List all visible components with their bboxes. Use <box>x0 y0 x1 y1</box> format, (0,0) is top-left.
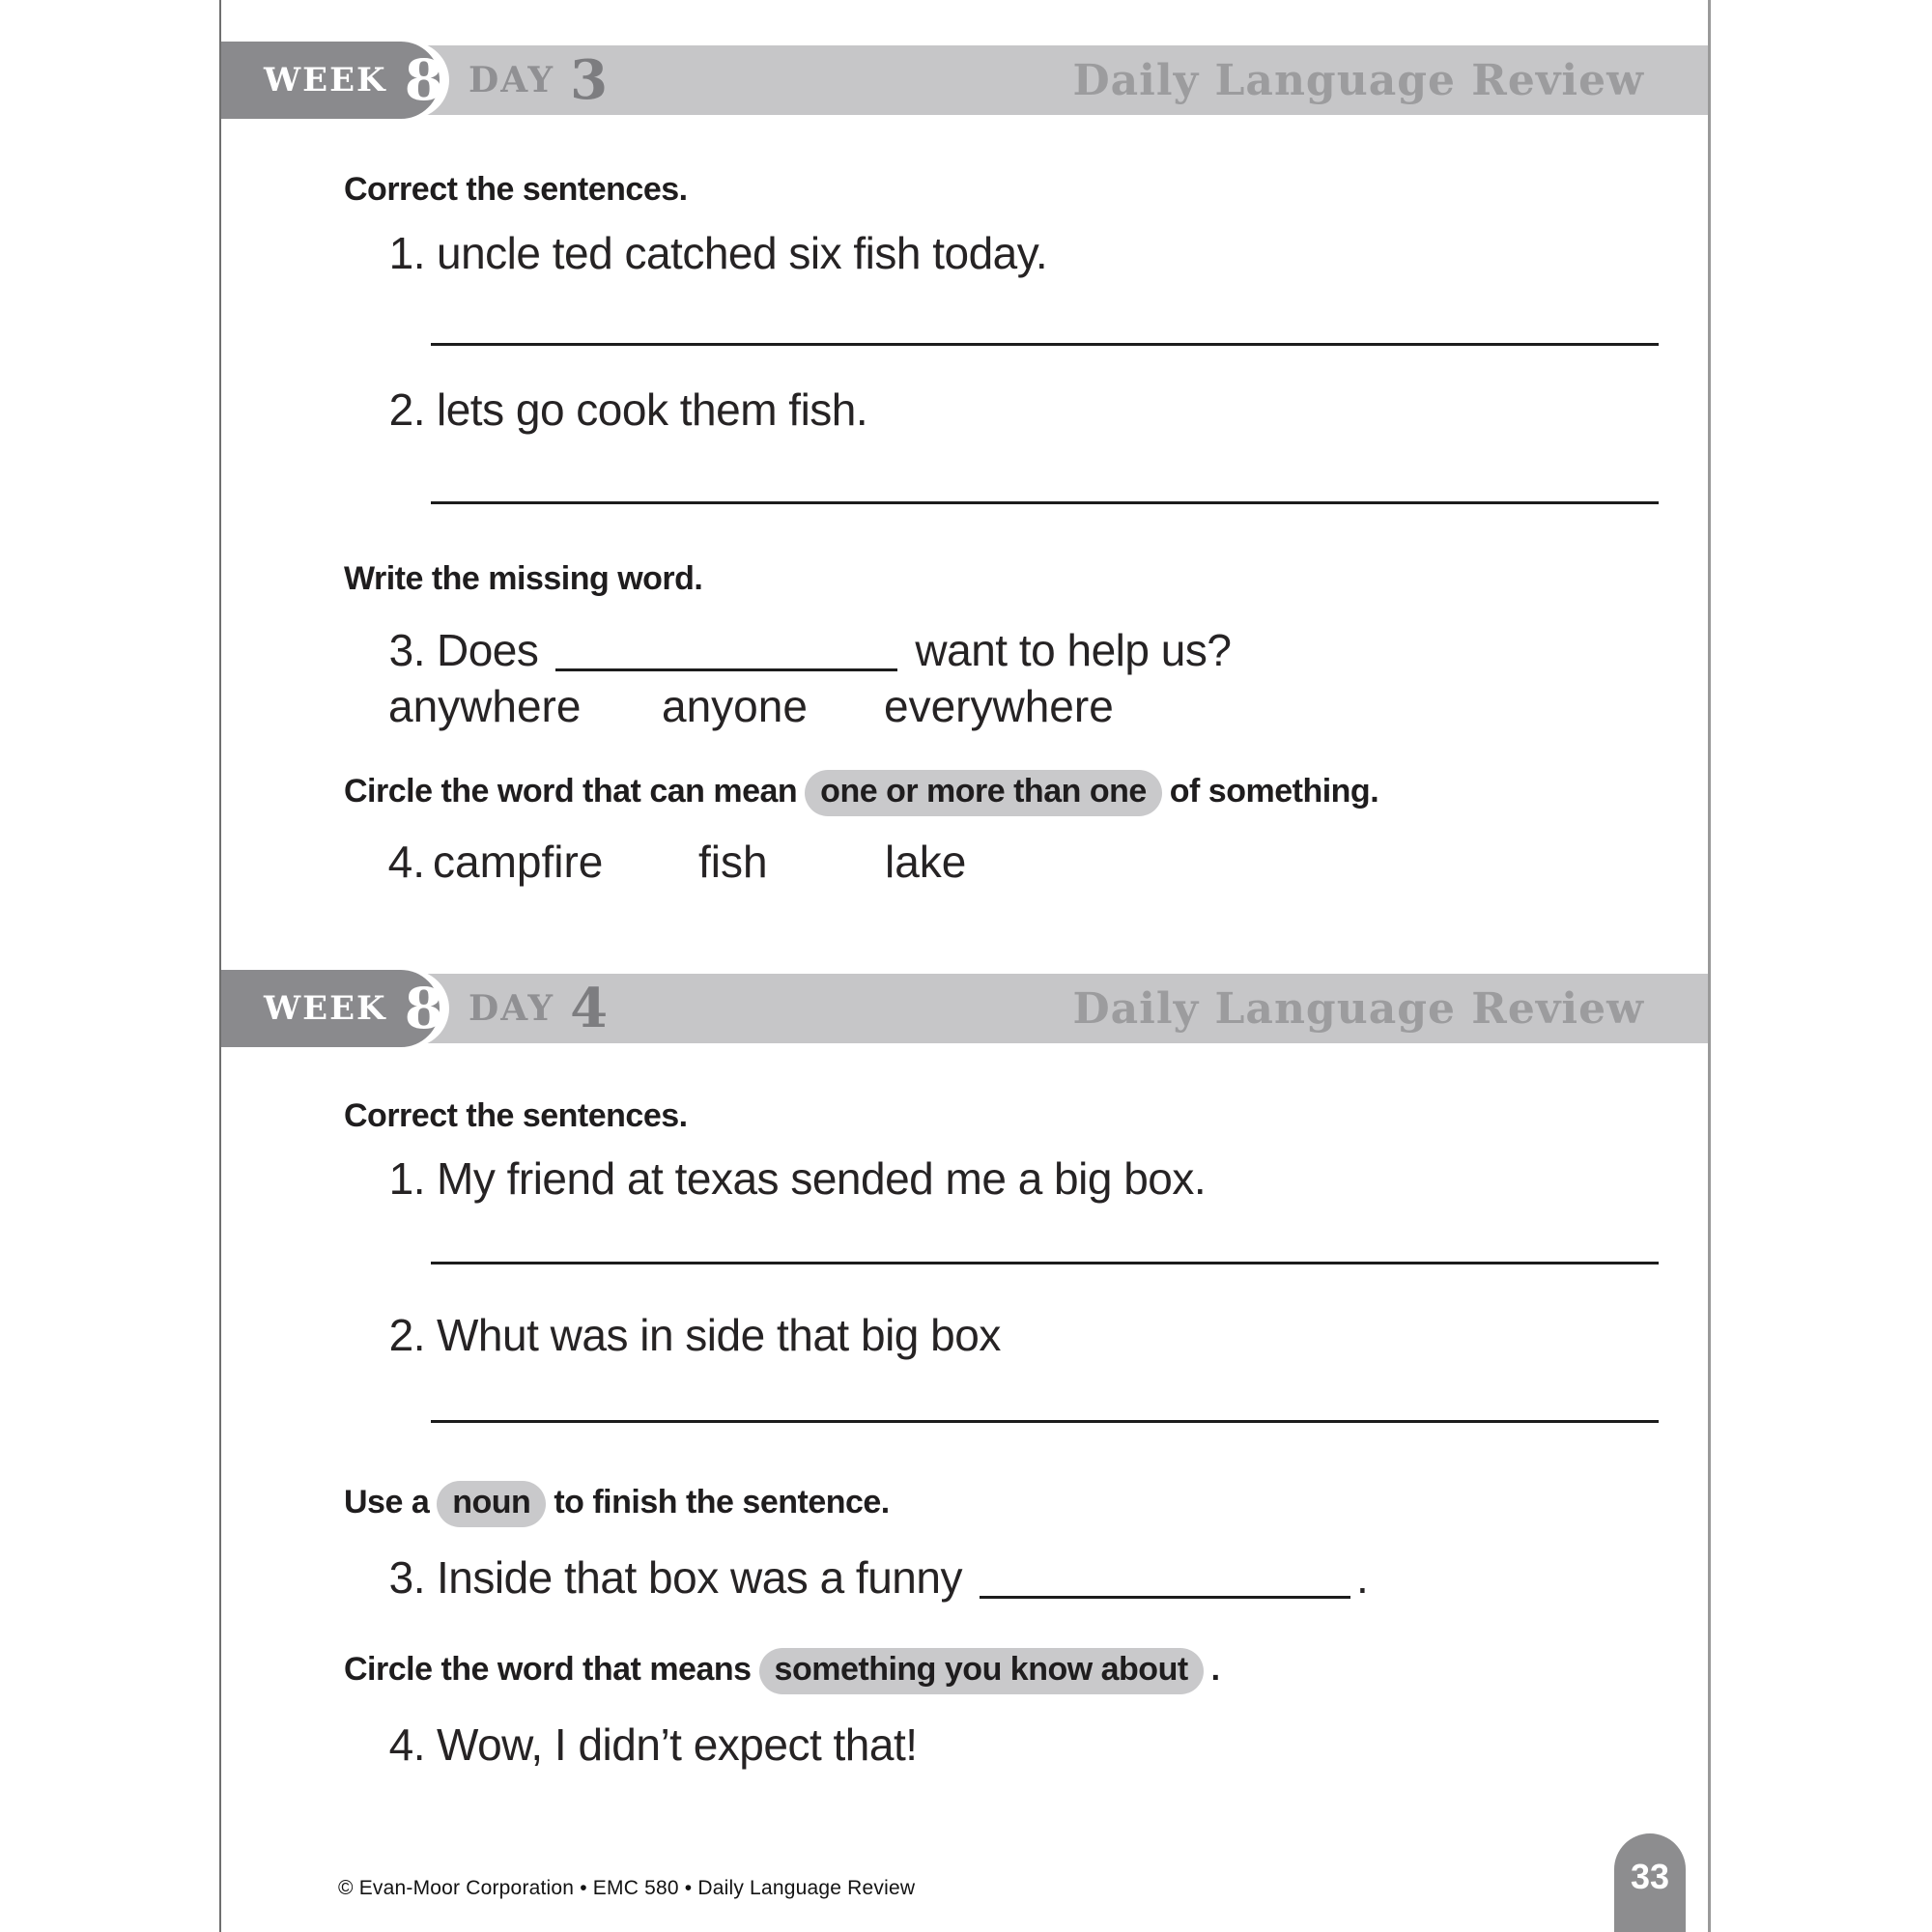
exercise-item <box>377 1718 918 1772</box>
item-text: Wow, I didn’t expect that! <box>437 1719 918 1770</box>
word-choice[interactable]: anyone <box>662 681 808 731</box>
instruction-circle-word <box>344 770 1378 812</box>
item-text-post: . <box>1355 1552 1369 1603</box>
day-label: DAY <box>469 988 555 1029</box>
answer-line[interactable] <box>431 1262 1659 1264</box>
header-bar-day3 <box>221 45 1708 115</box>
instruction-pre: Circle the word that can mean <box>344 773 798 810</box>
item-text-pre: Inside that box was a funny <box>437 1552 962 1603</box>
day-group <box>469 974 608 1043</box>
header-bar-day4 <box>221 974 1708 1043</box>
instruction-post: . <box>1210 1651 1220 1688</box>
highlight-pill: noun <box>437 1481 546 1527</box>
item-text-pre: Does <box>437 625 539 675</box>
week-tab <box>221 970 443 1047</box>
item-number: 2. <box>388 1310 425 1360</box>
week-number: 8 <box>404 976 443 1041</box>
page-border-right <box>1708 0 1711 1932</box>
instruction-missing-word: Write the missing word. <box>344 560 703 597</box>
fill-in-blank[interactable] <box>980 1596 1350 1599</box>
exercise-item <box>377 1550 1368 1605</box>
answer-line[interactable] <box>431 501 1659 504</box>
day-number: 4 <box>570 977 609 1040</box>
highlight-pill: something you know about <box>759 1648 1204 1694</box>
item-number: 1. <box>388 1153 425 1204</box>
item-text: Whut was in side that big box <box>437 1310 1001 1360</box>
day-number: 3 <box>570 48 609 112</box>
page-border-left <box>219 0 221 1932</box>
item-text: lets go cook them fish. <box>437 384 868 435</box>
page-number-tab <box>1614 1833 1686 1932</box>
item-number: 3. <box>388 625 425 675</box>
item-number: 3. <box>388 1552 425 1603</box>
item-text: uncle ted catched six fish today. <box>437 228 1048 278</box>
brand-title: Daily Language Review <box>1072 55 1644 105</box>
item-number: 2. <box>388 384 425 435</box>
day-group <box>469 45 608 115</box>
highlight-pill: one or more than one <box>805 770 1162 816</box>
item-text-post: want to help us? <box>915 625 1232 675</box>
exercise-item <box>377 623 1231 677</box>
instruction-correct-sentences: Correct the sentences. <box>344 171 688 208</box>
instruction-post: to finish the sentence. <box>554 1484 890 1520</box>
day-label: DAY <box>469 60 555 100</box>
item-number: 1. <box>388 228 425 278</box>
word-choice[interactable]: fish <box>698 837 768 887</box>
instruction-pre: Circle the word that means <box>344 1651 752 1688</box>
item-text: My friend at texas sended me a big box. <box>437 1153 1207 1204</box>
exercise-item <box>377 383 867 437</box>
exercise-item <box>377 1308 1001 1362</box>
exercise-item <box>377 226 1047 280</box>
exercise-item <box>377 1151 1206 1206</box>
word-choice[interactable]: lake <box>885 837 967 887</box>
copyright-credit: © Evan-Moor Corporation • EMC 580 • Daily Language Review <box>338 1877 916 1899</box>
answer-line[interactable] <box>431 343 1659 346</box>
week-number: 8 <box>404 47 443 113</box>
week-label: WEEK <box>264 989 387 1028</box>
instruction-pre: Use a <box>344 1484 430 1520</box>
item-number: 4. <box>388 1719 425 1770</box>
word-choice[interactable]: everywhere <box>884 681 1114 731</box>
instruction-circle-word <box>344 1648 1220 1690</box>
brand-title: Daily Language Review <box>1072 983 1644 1034</box>
word-choice[interactable]: anywhere <box>388 681 582 731</box>
fill-in-blank[interactable] <box>555 668 897 671</box>
instruction-post: of something. <box>1169 773 1379 810</box>
page-number: 33 <box>1630 1857 1670 1896</box>
instruction-use-noun <box>344 1481 890 1523</box>
answer-line[interactable] <box>431 1420 1659 1423</box>
item-number: 4. <box>387 837 425 887</box>
word-choice[interactable]: campfire <box>433 837 604 887</box>
instruction-correct-sentences: Correct the sentences. <box>344 1097 688 1134</box>
week-label: WEEK <box>264 61 387 99</box>
week-tab <box>221 42 443 119</box>
